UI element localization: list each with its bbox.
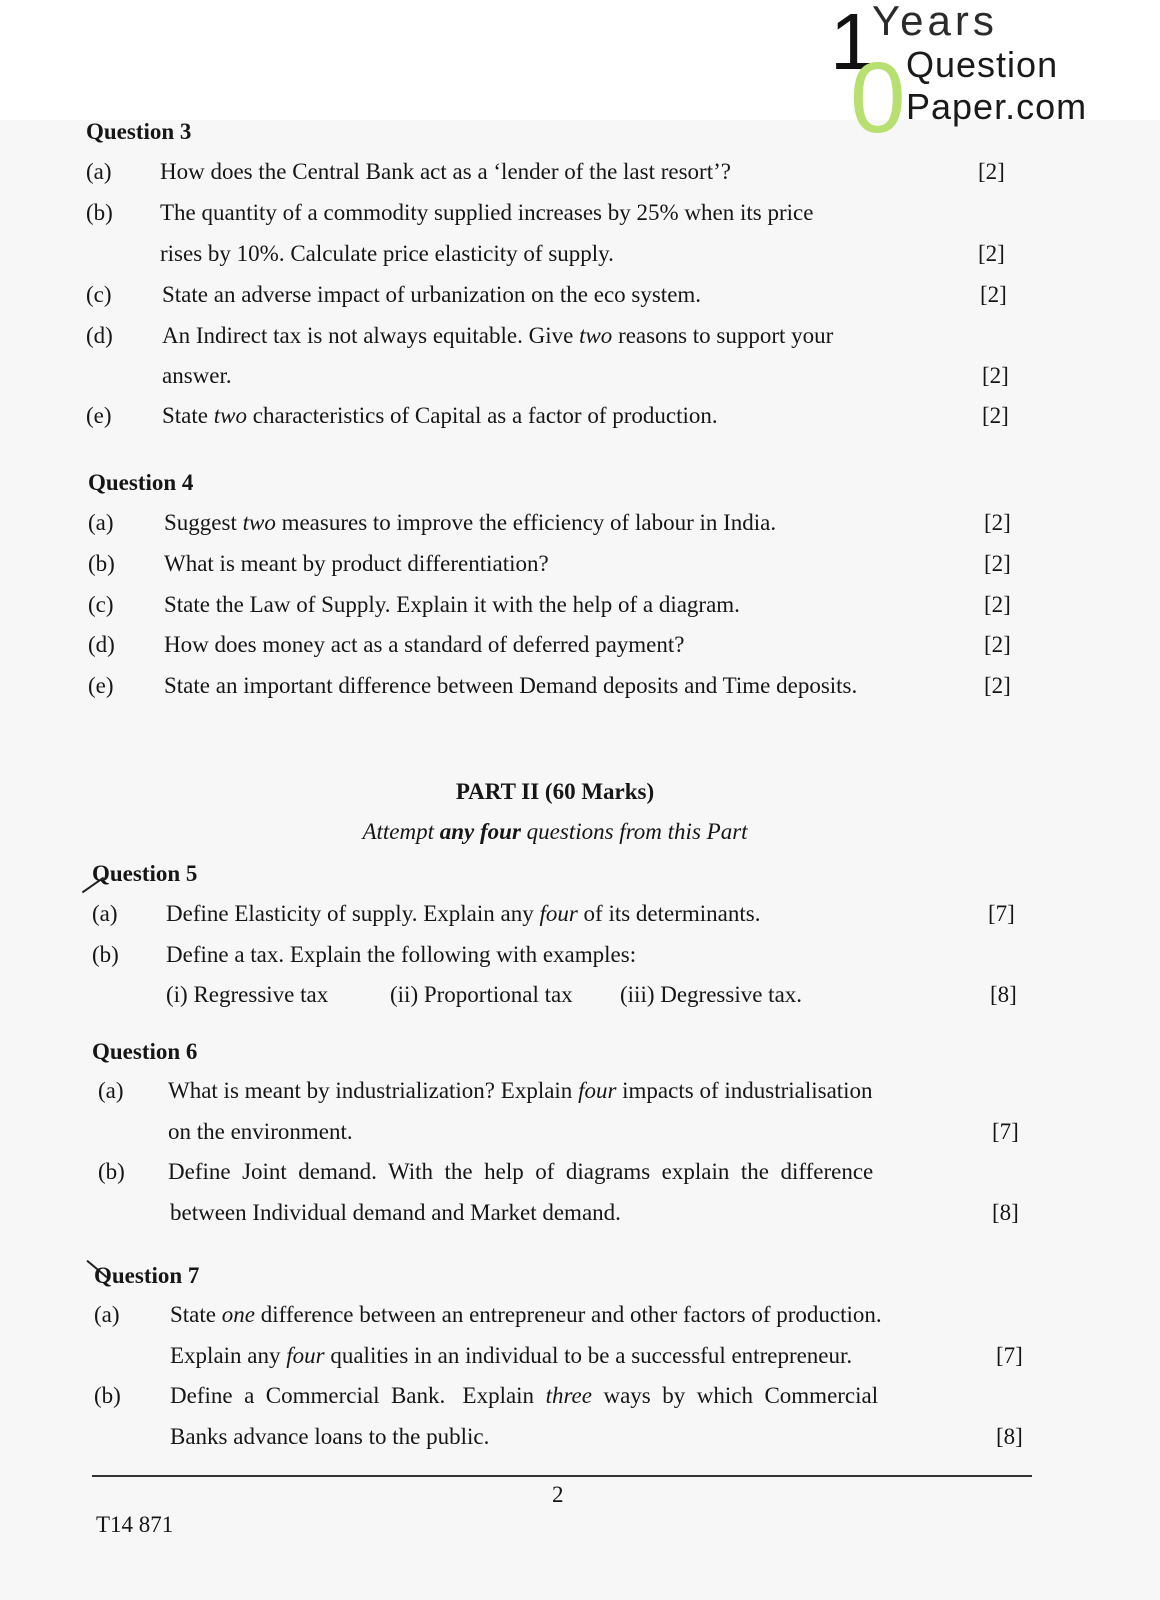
q6a-text-line2: on the environment. [168, 1119, 353, 1144]
q4e-label: (e) [88, 673, 114, 698]
q7b-line1-post: ways by which Commercial [591, 1383, 879, 1408]
q3c-marks: [2] [980, 282, 1007, 307]
q5b-marks: [8] [990, 982, 1017, 1007]
q3a-marks: [2] [978, 159, 1005, 184]
q7a-line2-em: four [286, 1343, 325, 1368]
part-two-instruction-pre: Attempt [362, 819, 440, 844]
q3e-text [162, 402, 718, 430]
logo-word-paper: Paper.com [906, 86, 1088, 127]
q6b-marks: [8] [992, 1200, 1019, 1225]
q7b-text-line1 [170, 1382, 878, 1410]
logo-digit-zero: 0 [850, 42, 906, 154]
q4d-label: (d) [88, 632, 115, 657]
logo-word-years: Years [872, 0, 998, 44]
q3d-text-post: reasons to support your [612, 323, 834, 348]
q3e-text-pre: State [162, 403, 214, 428]
q3e-label: (e) [86, 403, 112, 428]
q6a-text-line1 [168, 1077, 873, 1105]
q3e-marks: [2] [982, 403, 1009, 428]
q4a-text-post: measures to improve the efficiency of labour in India. [275, 510, 777, 535]
part-two-instruction-bold: any four [439, 819, 521, 844]
q4c-marks: [2] [984, 592, 1011, 617]
q4e-marks: [2] [984, 673, 1011, 698]
q7a-label: (a) [94, 1302, 120, 1327]
q6a-label: (a) [98, 1078, 124, 1103]
q4d-text: How does money act as a standard of deferred payment? [164, 632, 685, 657]
q5a-marks: [7] [988, 901, 1015, 926]
q4a-label: (a) [88, 510, 114, 535]
q4c-text: State the Law of Supply. Explain it with the help of a diagram. [164, 592, 740, 617]
q3e-text-em: two [213, 403, 247, 428]
q4a-marks: [2] [984, 510, 1011, 535]
q4b-text: What is meant by product differentiation? [164, 551, 549, 576]
part-two-title: PART II (60 Marks) [455, 779, 655, 804]
q4a-text [164, 509, 776, 537]
q7b-text-line2: Banks advance loans to the public. [170, 1424, 490, 1449]
q3d-text-line2: answer. [162, 363, 232, 388]
q3d-label: (d) [86, 323, 113, 348]
q3c-label: (c) [86, 282, 112, 307]
page-number: 2 [552, 1482, 564, 1507]
q7a-line1-em: one [221, 1302, 255, 1327]
q3a-label: (a) [86, 159, 112, 184]
q5a-text-em: four [539, 901, 578, 926]
q7a-line2-post: qualities in an individual to be a successful entrepreneur. [324, 1343, 853, 1368]
q7a-marks: [7] [996, 1343, 1023, 1368]
q3d-text-em: two [579, 323, 613, 348]
footer-divider [92, 1475, 1032, 1477]
q7a-line2-pre: Explain any [170, 1343, 287, 1368]
q7a-text-line2 [170, 1342, 852, 1370]
q4c-label: (c) [88, 592, 114, 617]
question-5-title: Question 5 [92, 861, 198, 886]
question-6-title: Question 6 [92, 1039, 198, 1064]
part-two-instruction [0, 818, 1110, 846]
q7a-line1-post: difference between an entrepreneur and other factors of production. [254, 1302, 882, 1327]
q7a-text-line1 [170, 1301, 882, 1329]
q6a-text-pre: What is meant by industrialization? Explain [168, 1078, 579, 1103]
q4b-marks: [2] [984, 551, 1011, 576]
q6b-label: (b) [98, 1159, 125, 1184]
q5a-text [166, 900, 760, 928]
q4a-text-em: two [242, 510, 276, 535]
q5b-text-line1: Define a tax. Explain the following with examples: [166, 942, 637, 967]
q4e-text: State an important difference between Demand deposits and Time deposits. [164, 673, 858, 698]
q6a-text-em: four [578, 1078, 617, 1103]
q3d-text-line1 [162, 322, 833, 350]
question-3-title: Question 3 [86, 119, 192, 144]
q4a-text-pre: Suggest [164, 510, 243, 535]
logo-word-question: Question [906, 44, 1059, 85]
logo-digit-one: 1 [830, 0, 875, 86]
q7b-line1-pre: Define a Commercial Bank. Explain [170, 1383, 546, 1408]
q5b-sub-iii: (iii) Degressive tax. [620, 982, 803, 1007]
q5b-sub-ii: (ii) Proportional tax [390, 982, 573, 1007]
q3d-marks: [2] [982, 363, 1009, 388]
q6a-text-post: impacts of industrialisation [616, 1078, 873, 1103]
q5b-sub-i: (i) Regressive tax [166, 982, 329, 1007]
q7b-line1-em: three [545, 1383, 592, 1408]
q6a-marks: [7] [992, 1119, 1019, 1144]
q6b-text-line1: Define Joint demand. With the help of diagrams explain the difference [168, 1159, 874, 1184]
q5b-label: (b) [92, 942, 119, 967]
question-4-title: Question 4 [88, 470, 194, 495]
q4b-label: (b) [88, 551, 115, 576]
q3b-label: (b) [86, 200, 113, 225]
q7a-line1-pre: State [170, 1302, 222, 1327]
q3d-text-pre: An Indirect tax is not always equitable. Give [162, 323, 580, 348]
paper-code: T14 871 [96, 1512, 174, 1537]
question-7-title: Question 7 [94, 1263, 200, 1288]
q3b-text-line1: The quantity of a commodity supplied increases by 25% when its price [160, 200, 814, 225]
site-logo [820, 0, 1120, 154]
part-two-instruction-post: questions from this Part [520, 819, 748, 844]
q7b-marks: [8] [996, 1424, 1023, 1449]
q3e-text-post: characteristics of Capital as a factor of production. [246, 403, 718, 428]
q3b-marks: [2] [978, 241, 1005, 266]
q3b-text-line2: rises by 10%. Calculate price elasticity of supply. [160, 241, 614, 266]
q3a-text: How does the Central Bank act as a ‘lender of the last resort’? [160, 159, 731, 184]
q4d-marks: [2] [984, 632, 1011, 657]
q5a-text-post: of its determinants. [577, 901, 761, 926]
q5a-label: (a) [92, 901, 118, 926]
q7b-label: (b) [94, 1383, 121, 1408]
q5a-text-pre: Define Elasticity of supply. Explain any [166, 901, 540, 926]
q3c-text: State an adverse impact of urbanization on the eco system. [162, 282, 702, 307]
q6b-text-line2: between Individual demand and Market demand. [170, 1200, 621, 1225]
